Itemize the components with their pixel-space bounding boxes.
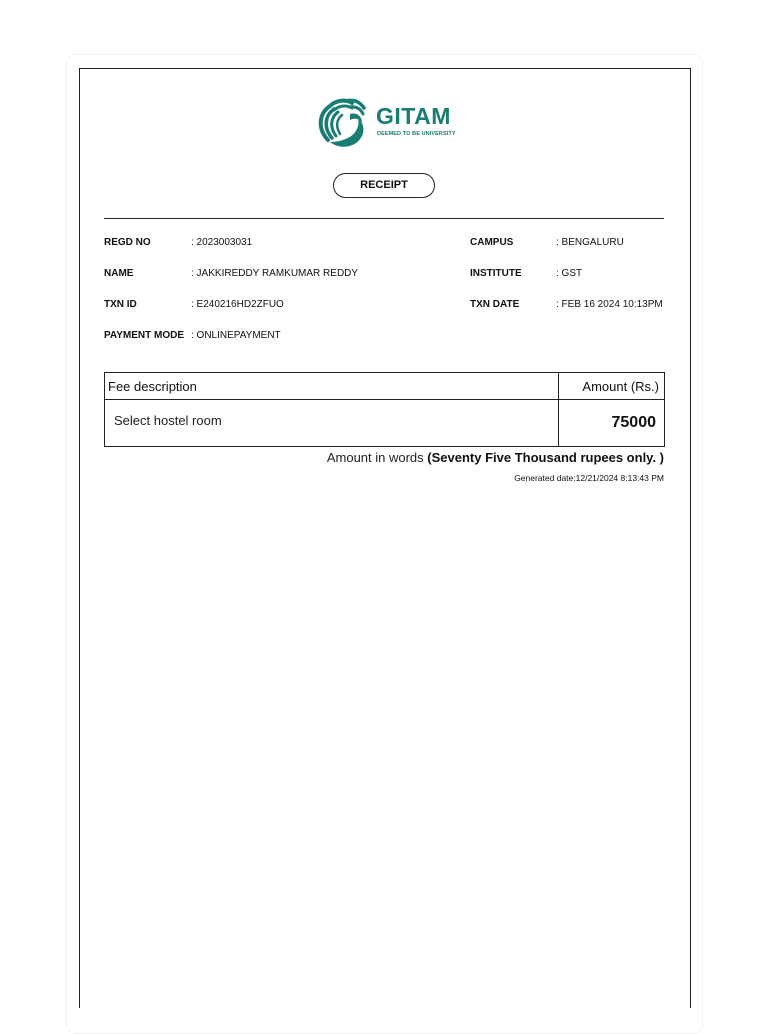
table-row [105,400,665,447]
brand-tagline: DEEMED TO BE UNIVERSITY [377,131,456,137]
regd-no-value: : 2023003031 [191,237,253,248]
name-label: NAME [104,268,134,279]
header-divider [104,218,664,219]
campus-value: : BENGALURU [556,237,624,248]
amount-in-words-value: (Seventy Five Thousand rupees only. ) [427,450,664,465]
amount-in-words [327,450,664,465]
institute-label: INSTITUTE [470,268,522,279]
fee-description-cell: Select hostel room [105,400,559,447]
txn-id-value: : E240216HD2ZFUO [191,299,284,310]
amount-in-words-label: Amount in words [326,450,424,465]
campus-label: CAMPUS [470,237,514,248]
institute-value: : GST [556,268,583,279]
txn-date-label: TXN DATE [470,299,520,310]
txn-id-label: TXN ID [104,299,137,310]
brand-name: GITAM [376,103,451,129]
amount-header: Amount (Rs.) [559,373,665,400]
gitam-logo [316,96,466,152]
fee-description-header: Fee description [105,373,559,400]
fee-amount-cell: 75000 [559,400,665,447]
name-value: : JAKKIREDDY RAMKUMAR REDDY [191,268,359,279]
payment-mode-value: : ONLINEPAYMENT [191,330,281,341]
fee-table [104,372,665,447]
receipt-frame [79,68,691,1008]
regd-no-label: REGD NO [104,237,151,248]
txn-date-value: : FEB 16 2024 10:13PM [556,299,663,310]
payment-mode-label: PAYMENT MODE [104,330,185,341]
fee-table-header [105,373,665,400]
gitam-emblem-icon [316,96,372,152]
generated-date: Generated date:12/21/2024 8:13:43 PM [514,473,664,483]
receipt-title: RECEIPT [333,173,435,198]
